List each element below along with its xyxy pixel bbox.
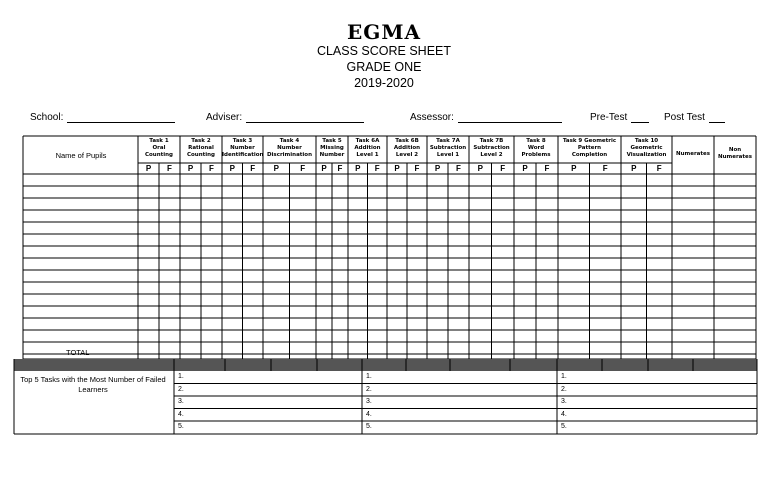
top5-label: Top 5 Tasks with the Most Number of Failed Learners bbox=[20, 375, 166, 394]
rank-number: 4. bbox=[561, 410, 567, 418]
fail-label: F bbox=[544, 164, 550, 173]
task-header-line: Level 1 bbox=[436, 152, 460, 158]
task-header-line: Problems bbox=[521, 152, 551, 158]
task-header-3 bbox=[222, 138, 263, 159]
pass-label: P bbox=[631, 164, 637, 173]
task-header-line: Discrimination bbox=[266, 152, 313, 158]
task-header-line: Level 1 bbox=[356, 152, 379, 158]
task-header-line: Task 3 bbox=[232, 138, 253, 144]
fail-label: F bbox=[209, 164, 214, 173]
task-header-line: Number bbox=[277, 145, 302, 151]
task-header-12 bbox=[621, 138, 672, 159]
task-header-line: Task 6B bbox=[395, 138, 419, 144]
school-label: School: bbox=[30, 112, 64, 123]
task-header-4 bbox=[263, 138, 316, 159]
task-header-line: Task 7A bbox=[436, 138, 460, 144]
task-header-line: Oral bbox=[152, 145, 166, 151]
fail-label: F bbox=[374, 164, 380, 173]
rank-number: 1. bbox=[561, 373, 567, 380]
task-header-line: Missing bbox=[320, 145, 344, 151]
task-header-line: Level 2 bbox=[395, 152, 419, 158]
task-header-line: Visualization bbox=[626, 152, 667, 158]
fail-label: F bbox=[602, 164, 608, 173]
rank-number: 5. bbox=[178, 423, 184, 430]
task-header-line: Pattern bbox=[577, 145, 602, 151]
rank-number: 3. bbox=[366, 398, 372, 405]
rank-number: 3. bbox=[178, 398, 184, 405]
task-header-8 bbox=[427, 138, 469, 159]
non-numerates-line2: Numerates bbox=[717, 154, 753, 160]
rank-number: 2. bbox=[366, 385, 372, 393]
pass-label: P bbox=[229, 164, 235, 173]
task-header-line: Level 2 bbox=[480, 152, 503, 158]
rank-number: 4. bbox=[178, 410, 184, 418]
task-header-line: Subtraction bbox=[429, 145, 467, 151]
task-header-line: Task 4 bbox=[279, 138, 300, 144]
pass-label: P bbox=[477, 164, 483, 173]
school-year: 2019-2020 bbox=[354, 76, 414, 90]
task-header-6 bbox=[348, 138, 387, 159]
document-title: EGMA bbox=[347, 20, 421, 44]
task-header-line: Completion bbox=[571, 152, 608, 158]
assessor-label: Assessor: bbox=[410, 112, 454, 123]
name-of-pupils-header: Name of Pupils bbox=[55, 151, 107, 160]
total-label: TOTAL bbox=[66, 348, 90, 357]
rank-number: 3. bbox=[561, 398, 567, 405]
pass-label: P bbox=[522, 164, 528, 173]
task-header-line: Task 8 bbox=[526, 138, 546, 144]
pass-label: P bbox=[571, 164, 577, 173]
pass-label: P bbox=[434, 164, 441, 173]
fail-label: F bbox=[250, 164, 256, 173]
rank-number: 5. bbox=[366, 423, 372, 430]
rank-number: 1. bbox=[178, 373, 184, 380]
task-header-line: Task 10 bbox=[634, 138, 659, 144]
task-header-line: Task 9 Geometric bbox=[562, 138, 617, 144]
rank-number: 1. bbox=[366, 373, 372, 380]
task-header-line: Number bbox=[319, 152, 345, 158]
task-header-line: Word bbox=[527, 145, 545, 151]
task-header-line: Task 5 bbox=[322, 138, 342, 144]
task-header-line: Counting bbox=[186, 152, 215, 158]
task-header-1 bbox=[138, 138, 180, 159]
task-header-line: Task 6A bbox=[355, 138, 380, 144]
fail-label: F bbox=[456, 164, 461, 173]
pass-label: P bbox=[355, 164, 361, 173]
task-header-9 bbox=[469, 138, 514, 159]
document-subtitle: CLASS SCORE SHEET bbox=[316, 44, 452, 58]
pass-label: P bbox=[187, 164, 194, 173]
pass-label: P bbox=[321, 164, 327, 173]
task-header-line: Subtraction bbox=[473, 145, 510, 151]
task-header-10 bbox=[514, 138, 558, 159]
non-numerates-line1: Non bbox=[728, 147, 742, 153]
rank-number: 2. bbox=[561, 385, 567, 393]
non-numerates-header bbox=[714, 147, 756, 161]
pass-label: P bbox=[273, 164, 279, 173]
task-header-line: Task 7B bbox=[479, 138, 504, 144]
pretest-label: Pre-Test bbox=[590, 112, 628, 123]
fail-label: F bbox=[414, 164, 420, 173]
rank-number: 2. bbox=[178, 385, 184, 393]
task-header-line: Identification bbox=[222, 152, 264, 158]
task-header-line: Task 1 bbox=[149, 138, 169, 144]
fail-label: F bbox=[337, 164, 343, 173]
task-header-line: Geometric bbox=[630, 145, 663, 151]
grade-label: GRADE ONE bbox=[346, 60, 422, 74]
task-header-line: Counting bbox=[144, 152, 173, 158]
task-header-line: Task 2 bbox=[191, 138, 211, 144]
task-header-11 bbox=[558, 138, 621, 159]
rank-number: 4. bbox=[366, 410, 372, 418]
task-header-line: Number bbox=[230, 145, 255, 151]
task-header-line: Addition bbox=[393, 145, 421, 151]
fail-label: F bbox=[656, 164, 662, 173]
fail-label: F bbox=[300, 164, 306, 173]
pass-label: P bbox=[145, 164, 152, 173]
fail-label: F bbox=[167, 164, 172, 173]
fail-label: F bbox=[500, 164, 506, 173]
task-header-line: Rational bbox=[188, 145, 214, 151]
posttest-label: Post Test bbox=[664, 112, 705, 123]
adviser-label: Adviser: bbox=[206, 112, 243, 123]
task-header-5 bbox=[316, 138, 348, 159]
task-header-line: Addition bbox=[354, 145, 381, 151]
numerates-header: Numerates bbox=[675, 151, 711, 157]
pass-label: P bbox=[394, 164, 400, 173]
task-header-7 bbox=[387, 138, 427, 159]
task-header-2 bbox=[180, 138, 222, 159]
rank-number: 5. bbox=[561, 423, 567, 430]
